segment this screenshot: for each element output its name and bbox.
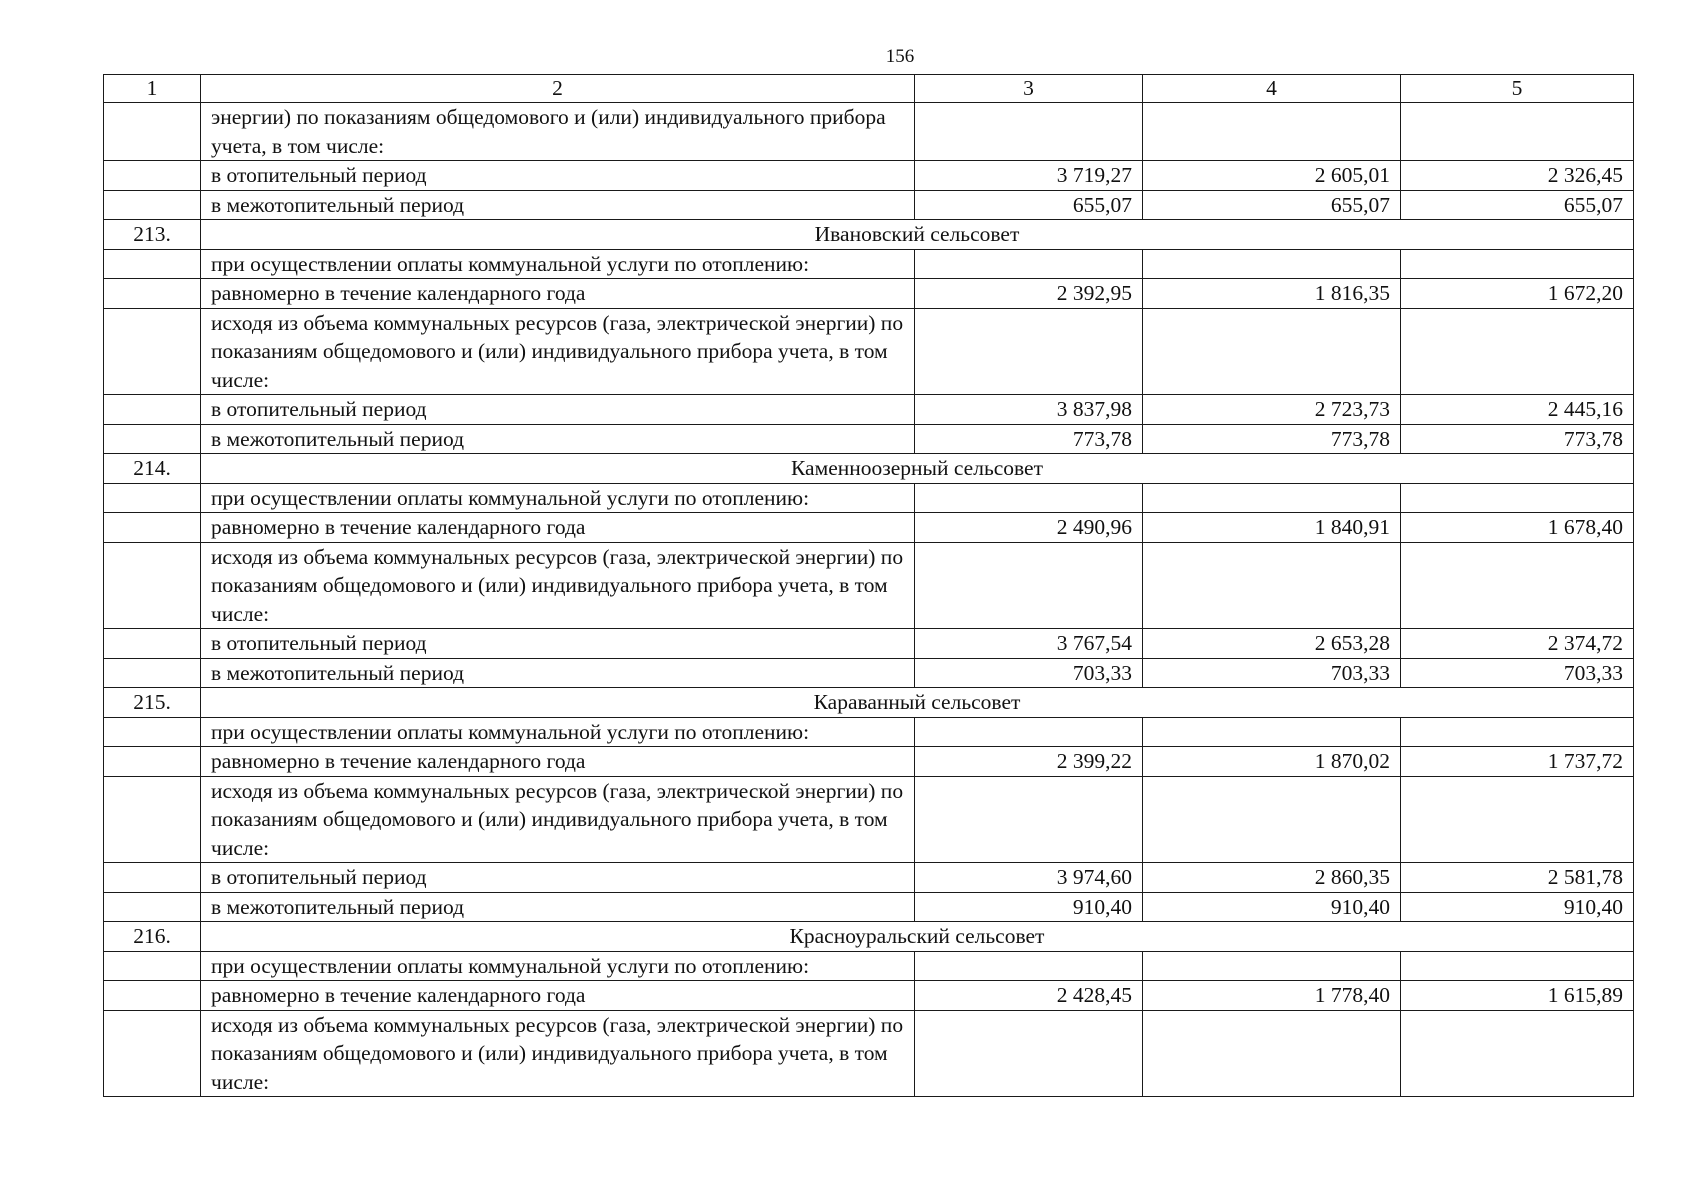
row-number-cell bbox=[104, 395, 201, 425]
value-col-3: 3 837,98 bbox=[915, 395, 1143, 425]
value-col-5 bbox=[1401, 1010, 1634, 1097]
value-col-5: 1 737,72 bbox=[1401, 747, 1634, 777]
description-cell: исходя из объема коммунальных ресурсов (газа, электрической энергии) по показаниям общедомового и (или) индивидуального прибора учета, в том числе: bbox=[201, 1010, 915, 1097]
value-col-4: 1 816,35 bbox=[1143, 279, 1401, 309]
description-cell: исходя из объема коммунальных ресурсов (газа, электрической энергии) по показаниям общедомового и (или) индивидуального прибора учета, в том числе: bbox=[201, 776, 915, 863]
value-col-5: 703,33 bbox=[1401, 658, 1634, 688]
table-row bbox=[104, 776, 1634, 863]
row-number-cell bbox=[104, 892, 201, 922]
value-col-4 bbox=[1143, 717, 1401, 747]
value-col-3 bbox=[915, 249, 1143, 279]
table-row bbox=[104, 395, 1634, 425]
table-row bbox=[104, 483, 1634, 513]
section-title: Красноуральский сельсовет bbox=[201, 922, 1634, 952]
value-col-4 bbox=[1143, 308, 1401, 395]
description-cell: в межотопительный период bbox=[201, 424, 915, 454]
section-row bbox=[104, 454, 1634, 484]
section-number: 215. bbox=[104, 688, 201, 718]
value-col-3: 3 767,54 bbox=[915, 629, 1143, 659]
description-cell: исходя из объема коммунальных ресурсов (газа, электрической энергии) по показаниям общедомового и (или) индивидуального прибора учета, в том числе: bbox=[201, 308, 915, 395]
description-cell: в отопительный период bbox=[201, 161, 915, 191]
value-col-4: 2 723,73 bbox=[1143, 395, 1401, 425]
value-col-5 bbox=[1401, 717, 1634, 747]
section-title: Каменноозерный сельсовет bbox=[201, 454, 1634, 484]
value-col-4: 655,07 bbox=[1143, 190, 1401, 220]
section-row bbox=[104, 688, 1634, 718]
value-col-5 bbox=[1401, 308, 1634, 395]
value-col-4 bbox=[1143, 249, 1401, 279]
value-col-5 bbox=[1401, 483, 1634, 513]
value-col-4: 1 840,91 bbox=[1143, 513, 1401, 543]
value-col-3 bbox=[915, 483, 1143, 513]
header-col-5: 5 bbox=[1401, 75, 1634, 103]
value-col-4 bbox=[1143, 776, 1401, 863]
table-row bbox=[104, 279, 1634, 309]
value-col-4 bbox=[1143, 103, 1401, 161]
section-number: 214. bbox=[104, 454, 201, 484]
value-col-5: 1 615,89 bbox=[1401, 981, 1634, 1011]
row-number-cell bbox=[104, 424, 201, 454]
header-col-1: 1 bbox=[104, 75, 201, 103]
value-col-3: 773,78 bbox=[915, 424, 1143, 454]
value-col-3: 910,40 bbox=[915, 892, 1143, 922]
value-col-3: 2 490,96 bbox=[915, 513, 1143, 543]
table-row bbox=[104, 863, 1634, 893]
row-number-cell bbox=[104, 190, 201, 220]
row-number-cell bbox=[104, 981, 201, 1011]
row-number-cell bbox=[104, 951, 201, 981]
value-col-5: 2 326,45 bbox=[1401, 161, 1634, 191]
row-number-cell bbox=[104, 717, 201, 747]
value-col-5 bbox=[1401, 776, 1634, 863]
row-number-cell bbox=[104, 629, 201, 659]
section-title: Ивановский сельсовет bbox=[201, 220, 1634, 250]
value-col-3: 703,33 bbox=[915, 658, 1143, 688]
row-number-cell bbox=[104, 483, 201, 513]
value-col-4: 703,33 bbox=[1143, 658, 1401, 688]
value-col-4: 910,40 bbox=[1143, 892, 1401, 922]
table-row bbox=[104, 892, 1634, 922]
description-cell: при осуществлении оплаты коммунальной услуги по отоплению: bbox=[201, 951, 915, 981]
table-row bbox=[104, 717, 1634, 747]
description-cell: при осуществлении оплаты коммунальной услуги по отоплению: bbox=[201, 483, 915, 513]
row-number-cell bbox=[104, 747, 201, 777]
value-col-4: 1 870,02 bbox=[1143, 747, 1401, 777]
value-col-3 bbox=[915, 1010, 1143, 1097]
row-number-cell bbox=[104, 1010, 201, 1097]
value-col-5: 2 445,16 bbox=[1401, 395, 1634, 425]
table-row bbox=[104, 542, 1634, 629]
value-col-5 bbox=[1401, 951, 1634, 981]
section-title: Караванный сельсовет bbox=[201, 688, 1634, 718]
description-cell: равномерно в течение календарного года bbox=[201, 747, 915, 777]
value-col-3: 2 399,22 bbox=[915, 747, 1143, 777]
description-cell: в межотопительный период bbox=[201, 658, 915, 688]
description-cell: в межотопительный период bbox=[201, 892, 915, 922]
value-col-4: 2 653,28 bbox=[1143, 629, 1401, 659]
table-row bbox=[104, 161, 1634, 191]
row-number-cell bbox=[104, 513, 201, 543]
row-number-cell bbox=[104, 279, 201, 309]
section-row bbox=[104, 922, 1634, 952]
value-col-4: 2 860,35 bbox=[1143, 863, 1401, 893]
value-col-3: 3 974,60 bbox=[915, 863, 1143, 893]
row-number-cell bbox=[104, 658, 201, 688]
table-row bbox=[104, 513, 1634, 543]
header-row bbox=[104, 75, 1634, 103]
row-number-cell bbox=[104, 776, 201, 863]
header-col-2: 2 bbox=[201, 75, 915, 103]
table-row bbox=[104, 308, 1634, 395]
row-number-cell bbox=[104, 103, 201, 161]
value-col-3: 2 428,45 bbox=[915, 981, 1143, 1011]
value-col-4 bbox=[1143, 951, 1401, 981]
description-cell: в отопительный период bbox=[201, 863, 915, 893]
value-col-3: 3 719,27 bbox=[915, 161, 1143, 191]
value-col-5: 773,78 bbox=[1401, 424, 1634, 454]
value-col-3 bbox=[915, 717, 1143, 747]
value-col-4: 1 778,40 bbox=[1143, 981, 1401, 1011]
value-col-5: 1 672,20 bbox=[1401, 279, 1634, 309]
table-row bbox=[104, 658, 1634, 688]
value-col-3: 2 392,95 bbox=[915, 279, 1143, 309]
table-row bbox=[104, 190, 1634, 220]
value-col-4 bbox=[1143, 483, 1401, 513]
description-cell: равномерно в течение календарного года bbox=[201, 279, 915, 309]
table-body bbox=[104, 75, 1634, 1097]
value-col-3 bbox=[915, 308, 1143, 395]
description-cell: при осуществлении оплаты коммунальной услуги по отоплению: bbox=[201, 717, 915, 747]
table-row bbox=[104, 981, 1634, 1011]
value-col-3 bbox=[915, 542, 1143, 629]
header-col-4: 4 bbox=[1143, 75, 1401, 103]
value-col-3 bbox=[915, 951, 1143, 981]
description-cell: в отопительный период bbox=[201, 395, 915, 425]
value-col-5 bbox=[1401, 249, 1634, 279]
value-col-4: 2 605,01 bbox=[1143, 161, 1401, 191]
description-cell: равномерно в течение календарного года bbox=[201, 981, 915, 1011]
description-cell: при осуществлении оплаты коммунальной услуги по отоплению: bbox=[201, 249, 915, 279]
table-row bbox=[104, 424, 1634, 454]
value-col-3 bbox=[915, 103, 1143, 161]
description-cell: в отопительный период bbox=[201, 629, 915, 659]
value-col-3 bbox=[915, 776, 1143, 863]
row-number-cell bbox=[104, 249, 201, 279]
table-row bbox=[104, 951, 1634, 981]
page-number: 156 bbox=[885, 46, 915, 67]
value-col-4: 773,78 bbox=[1143, 424, 1401, 454]
value-col-5: 2 581,78 bbox=[1401, 863, 1634, 893]
row-number-cell bbox=[104, 161, 201, 191]
table-row bbox=[104, 629, 1634, 659]
row-number-cell bbox=[104, 308, 201, 395]
value-col-3: 655,07 bbox=[915, 190, 1143, 220]
table-row bbox=[104, 103, 1634, 161]
tariff-table bbox=[103, 74, 1634, 1097]
description-cell: в межотопительный период bbox=[201, 190, 915, 220]
value-col-5: 910,40 bbox=[1401, 892, 1634, 922]
description-cell: равномерно в течение календарного года bbox=[201, 513, 915, 543]
value-col-5: 2 374,72 bbox=[1401, 629, 1634, 659]
row-number-cell bbox=[104, 542, 201, 629]
value-col-5 bbox=[1401, 542, 1634, 629]
value-col-5: 1 678,40 bbox=[1401, 513, 1634, 543]
description-cell: энергии) по показаниям общедомового и (или) индивидуального прибора учета, в том числе: bbox=[201, 103, 915, 161]
value-col-5: 655,07 bbox=[1401, 190, 1634, 220]
table-row bbox=[104, 249, 1634, 279]
section-number: 216. bbox=[104, 922, 201, 952]
section-row bbox=[104, 220, 1634, 250]
description-cell: исходя из объема коммунальных ресурсов (газа, электрической энергии) по показаниям общедомового и (или) индивидуального прибора учета, в том числе: bbox=[201, 542, 915, 629]
section-number: 213. bbox=[104, 220, 201, 250]
table-row bbox=[104, 1010, 1634, 1097]
row-number-cell bbox=[104, 863, 201, 893]
header-col-3: 3 bbox=[915, 75, 1143, 103]
value-col-4 bbox=[1143, 1010, 1401, 1097]
value-col-4 bbox=[1143, 542, 1401, 629]
value-col-5 bbox=[1401, 103, 1634, 161]
table-row bbox=[104, 747, 1634, 777]
